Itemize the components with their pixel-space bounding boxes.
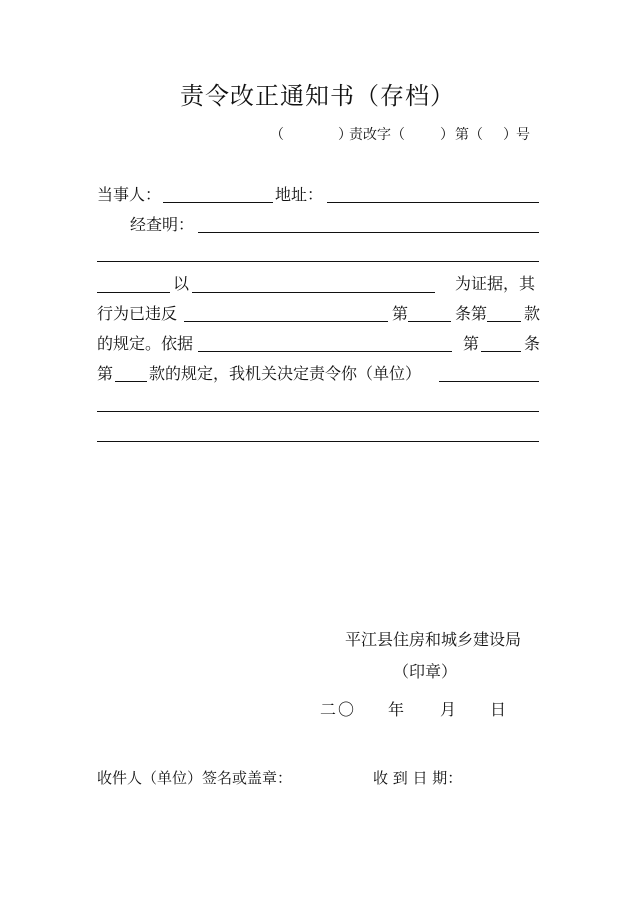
document-title: 责令改正通知书（存档） xyxy=(180,82,455,110)
recipient-label: 收件人（单位）签名或盖章： xyxy=(97,769,293,787)
article-end-label: 条 xyxy=(524,334,541,353)
date-prefix: 二〇 xyxy=(320,700,357,719)
order-field[interactable] xyxy=(439,381,539,382)
order-label: 款的规定，我机关决定责令你（单位） xyxy=(149,364,422,383)
facts-field-end[interactable] xyxy=(97,292,170,293)
date-day-label: 日 xyxy=(490,700,507,719)
doc-number-close-paren-3: ） xyxy=(503,127,517,143)
article-label: 第 xyxy=(392,304,409,323)
violated-label: 行为已违反 xyxy=(97,304,178,323)
doc-number-close-paren-2: ） xyxy=(440,127,454,143)
doc-number-prefix: 第（ xyxy=(455,127,483,143)
violated-article-field[interactable] xyxy=(408,321,451,322)
article-mid-label: 条第 xyxy=(455,304,488,323)
with-label: 以 xyxy=(173,274,190,293)
seal-label: （印章） xyxy=(393,662,458,681)
evidence-field[interactable] xyxy=(192,292,435,293)
party-field[interactable] xyxy=(163,202,273,203)
date-year-label: 年 xyxy=(388,700,405,719)
basis-law-field[interactable] xyxy=(198,351,452,352)
facts-field-line[interactable] xyxy=(97,261,539,262)
address-field[interactable] xyxy=(327,202,539,203)
doc-number-type: 责改字（ xyxy=(349,127,405,143)
article-label-2: 第 xyxy=(463,334,480,353)
authority-name: 平江县住房和城乡建设局 xyxy=(345,630,522,649)
order-field-line-3[interactable] xyxy=(97,441,539,442)
evidence-label: 为证据，其 xyxy=(455,274,536,293)
order-field-line-2[interactable] xyxy=(97,411,539,412)
doc-number-close-paren: ） xyxy=(338,127,352,143)
article-label-3: 第 xyxy=(97,364,114,383)
receipt-date-label: 收 到 日 期： xyxy=(373,769,463,787)
violated-law-field[interactable] xyxy=(184,321,388,322)
investigated-field[interactable] xyxy=(198,232,539,233)
clause-label: 款 xyxy=(524,304,541,323)
date-month-label: 月 xyxy=(440,700,457,719)
address-label: 地址： xyxy=(275,185,324,204)
doc-number-open-paren: （ xyxy=(270,127,284,143)
party-label: 当事人： xyxy=(97,185,162,204)
investigated-label: 经查明： xyxy=(130,215,195,234)
basis-article-field[interactable] xyxy=(481,351,521,352)
doc-number-suffix: 号 xyxy=(516,127,530,143)
violated-clause-field[interactable] xyxy=(487,321,521,322)
provision-label: 的规定。依据 xyxy=(97,334,194,353)
basis-clause-field[interactable] xyxy=(115,381,147,382)
